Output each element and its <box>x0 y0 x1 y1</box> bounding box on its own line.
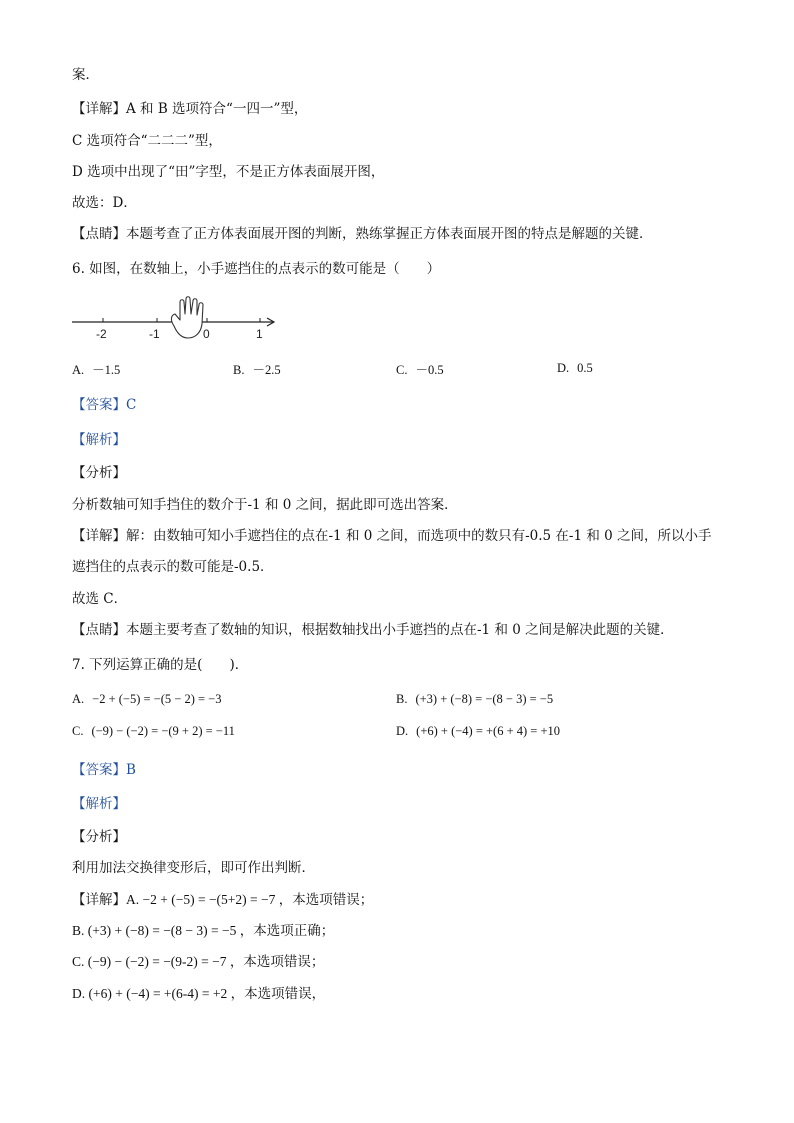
q6-answer <box>72 396 136 414</box>
option-label: D. <box>396 724 409 738</box>
option-label: A. <box>72 692 85 706</box>
axis-label-minus-2: -2 <box>96 327 107 341</box>
q5-choose: 故选：D． <box>72 195 137 211</box>
dianjing-text: 本题考查了正方体表面展开图的判断，熟练掌握正方体表面展开图的特点是解题的关键． <box>126 226 653 242</box>
q6-stem: 6. 如图，在数轴上，小手遮挡住的点表示的数可能是（ ） <box>72 261 441 277</box>
option-expr: (+6) + (−4) = +(6 + 4) = +10 <box>416 724 561 738</box>
detail-text: 解：由数轴可知小手遮挡住的点在-1 和 0 之间，而选项中的数只有-0.5 在-1 和 0 之间，所以小手 <box>126 528 712 544</box>
q7-detail-line-a <box>72 891 373 909</box>
q5-tail-text: 案． <box>72 67 99 83</box>
detail-tag: 【详解】 <box>72 892 126 908</box>
q5-detail-line-c: C 选项符合“二二二”型， <box>72 133 222 149</box>
q7-detail-line-b: B. (+3) + (−8) = −(8 − 3) = −5 ，本选项正确； <box>72 923 335 938</box>
q6-detail-line-2: 遮挡住的点表示的数可能是-0.5． <box>72 559 274 575</box>
option-value: 0.5 <box>577 361 593 375</box>
q6-choose: 故选 C． <box>72 591 128 607</box>
option-expr: (+3) + (−8) = −(8 − 3) = −5 <box>415 692 554 706</box>
q6-dianjing-line <box>72 621 674 639</box>
option-label: B. <box>396 692 408 706</box>
q6-option-d <box>557 360 593 376</box>
q6-detail-line <box>72 527 712 545</box>
axis-label-0: 0 <box>203 327 210 341</box>
number-line-figure <box>70 296 282 342</box>
axis-label-minus-1: -1 <box>149 327 160 341</box>
q7-detail-line-c: C. (−9) − (−2) = −(9-2) = −7 ，本选项错误； <box>72 954 325 969</box>
q7-fenxi-tag: 【分析】 <box>72 829 126 845</box>
dianjing-tag: 【点睛】 <box>72 226 126 242</box>
option-expr: (−9) − (−2) = −(9 + 2) = −11 <box>91 724 235 738</box>
option-label: C. <box>396 363 408 377</box>
q5-dianjing-line <box>72 225 653 243</box>
q6-option-a <box>72 360 120 378</box>
option-value: －2.5 <box>252 363 281 377</box>
detail-tag: 【详解】 <box>72 528 126 544</box>
answer-value: C <box>126 397 137 413</box>
dianjing-text: 本题主要考查了数轴的知识，根据数轴找出小手遮挡的点在-1 和 0 之间是解决此题的关键． <box>126 622 674 638</box>
axis-label-1: 1 <box>256 327 263 341</box>
q7-stem: 7. 下列运算正确的是( )． <box>72 657 249 673</box>
q6-option-c <box>396 360 444 378</box>
q7-option-c <box>72 723 235 739</box>
detail-text: A 和 B 选项符合“一四一”型， <box>126 101 308 117</box>
q7-detail-line-d: D. (+6) + (−4) = +(6-4) = +2 ，本选项错误， <box>72 986 326 1001</box>
option-expr: −2 + (−5) = −(5 − 2) = −3 <box>92 692 222 706</box>
q7-analysis-tag: 【解析】 <box>72 796 126 812</box>
q7-option-a <box>72 691 221 707</box>
q6-analysis-tag: 【解析】 <box>72 432 126 448</box>
answer-value: B <box>126 762 136 778</box>
option-label: A. <box>72 363 85 377</box>
answer-tag: 【答案】 <box>72 397 126 413</box>
q7-option-b <box>396 691 553 707</box>
option-value: －1.5 <box>92 363 121 377</box>
option-label: D. <box>557 361 570 375</box>
q7-answer <box>72 761 136 779</box>
q7-fenxi-text: 利用加法交换律变形后，即可作出判断． <box>72 860 315 876</box>
q6-fenxi-text: 分析数轴可知手挡住的数介于-1 和 0 之间，据此即可选出答案． <box>72 497 458 513</box>
q7-option-d <box>396 723 560 739</box>
q6-fenxi-tag: 【分析】 <box>72 465 126 481</box>
option-label: B. <box>233 363 245 377</box>
dianjing-tag: 【点睛】 <box>72 622 126 638</box>
option-label: C. <box>72 724 84 738</box>
q5-detail-line-d: D 选项中出现了“田”字型，不是正方体表面展开图， <box>72 164 385 180</box>
detail-a: A. −2 + (−5) = −(5+2) = −7 ，本选项错误； <box>126 892 374 907</box>
detail-tag: 【详解】 <box>72 101 126 117</box>
hand-icon <box>171 297 203 338</box>
q5-detail-line <box>72 100 307 118</box>
q6-option-b <box>233 360 281 378</box>
answer-tag: 【答案】 <box>72 762 126 778</box>
option-value: －0.5 <box>415 363 444 377</box>
